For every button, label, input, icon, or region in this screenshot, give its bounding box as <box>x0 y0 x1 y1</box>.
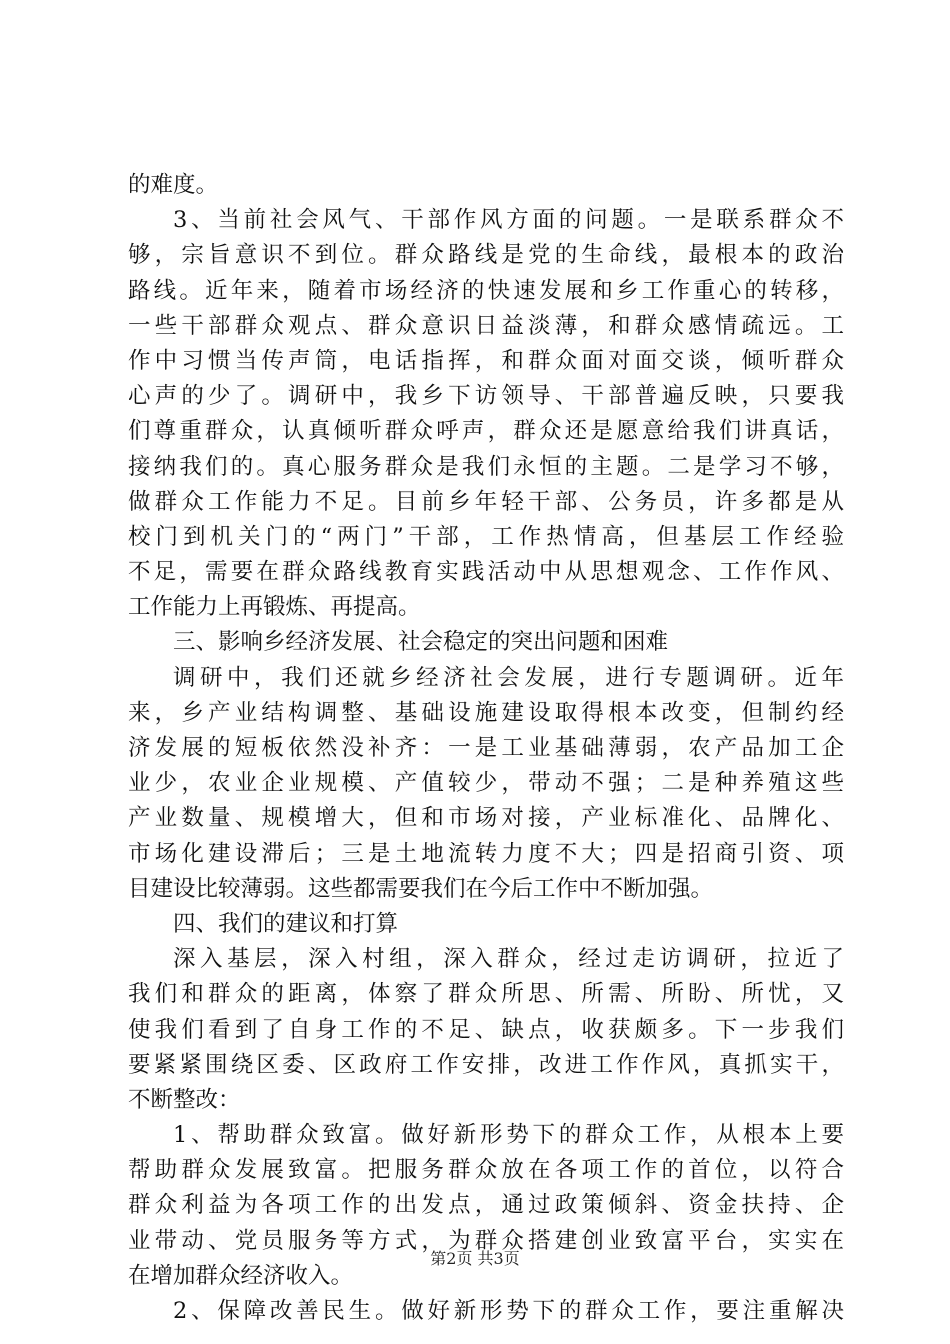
text-line: 校门到机关门的“两门”干部，工作热情高，但基层工作经验 <box>128 523 844 550</box>
text-line: 深入基层，深入村组，深入群众，经过走访调研，拉近了 <box>173 946 844 973</box>
text-line: 我们和群众的距离，体察了群众所思、所需、所盼、所忧，又 <box>128 981 844 1008</box>
text-line: 群众利益为各项工作的出发点，通过政策倾斜、资金扶持、企 <box>128 1192 844 1219</box>
text-line: 目建设比较薄弱。这些都需要我们在今后工作中不断加强。 <box>128 875 714 902</box>
text-line: 使我们看到了自身工作的不足、缺点，收获颇多。下一步我们 <box>128 1016 844 1043</box>
text-line: 们尊重群众，认真倾听群众呼声，群众还是愿意给我们讲真话， <box>128 418 844 445</box>
text-line: 业少，农业企业规模、产值较少，带动不强；二是种养殖这些 <box>128 770 844 797</box>
text-line: 调研中，我们还就乡经济社会发展，进行专题调研。近年 <box>173 664 844 691</box>
text-line: 产业数量、规模增大，但和市场对接，产业标准化、品牌化、 <box>128 805 844 832</box>
text-line: 要紧紧围绕区委、区政府工作安排，改进工作作风，真抓实干， <box>128 1051 844 1078</box>
text-line: 一些干部群众观点、群众意识日益淡薄，和群众感情疏远。工 <box>128 312 844 339</box>
text-line: 济发展的短板依然没补齐：一是工业基础薄弱，农产品加工企 <box>128 735 844 761</box>
document-body <box>128 168 844 1329</box>
text-line: 市场化建设滞后；三是土地流转力度不大；四是招商引资、项 <box>128 840 844 867</box>
text-line: 来，乡产业结构调整、基础设施建设取得根本改变，但制约经 <box>128 699 844 726</box>
text-line: 的难度。 <box>128 172 219 198</box>
text-line: 2、保障改善民生。做好新形势下的群众工作，要注重解决 <box>173 1298 844 1324</box>
text-line: 够，宗旨意识不到位。群众路线是党的生命线，最根本的政治 <box>128 242 844 269</box>
text-line: 业带动、党员服务等方式，为群众搭建创业致富平台，实实在 <box>128 1227 844 1254</box>
page-footer: 第2页 共3页 <box>430 1249 520 1268</box>
text-line: 作中习惯当传声筒，电话指挥，和群众面对面交谈，倾听群众 <box>128 347 844 374</box>
text-line: 1、帮助群众致富。做好新形势下的群众工作，从根本上要 <box>173 1122 844 1149</box>
text-line: 做群众工作能力不足。目前乡年轻干部、公务员，许多都是从 <box>128 488 844 515</box>
text-line: 不断整改： <box>128 1086 241 1113</box>
text-line: 接纳我们的。真心服务群众是我们永恒的主题。二是学习不够， <box>128 453 844 480</box>
text-line: 3、当前社会风气、干部作风方面的问题。一是联系群众不 <box>173 207 844 234</box>
text-line: 在增加群众经济收入。 <box>128 1262 354 1289</box>
text-line: 心声的少了。调研中，我乡下访领导、干部普遍反映，只要我 <box>128 383 844 410</box>
text-line: 路线。近年来，随着市场经济的快速发展和乡工作重心的转移， <box>128 277 844 304</box>
text-line: 不足，需要在群众路线教育实践活动中从思想观念、工作作风、 <box>128 559 844 586</box>
text-line: 三、影响乡经济发展、社会稳定的突出问题和困难 <box>173 629 669 656</box>
text-line: 帮助群众发展致富。把服务群众放在各项工作的首位，以符合 <box>128 1157 844 1184</box>
text-line: 四、我们的建议和打算 <box>173 910 399 937</box>
text-line: 工作能力上再锻炼、再提高。 <box>128 594 421 621</box>
